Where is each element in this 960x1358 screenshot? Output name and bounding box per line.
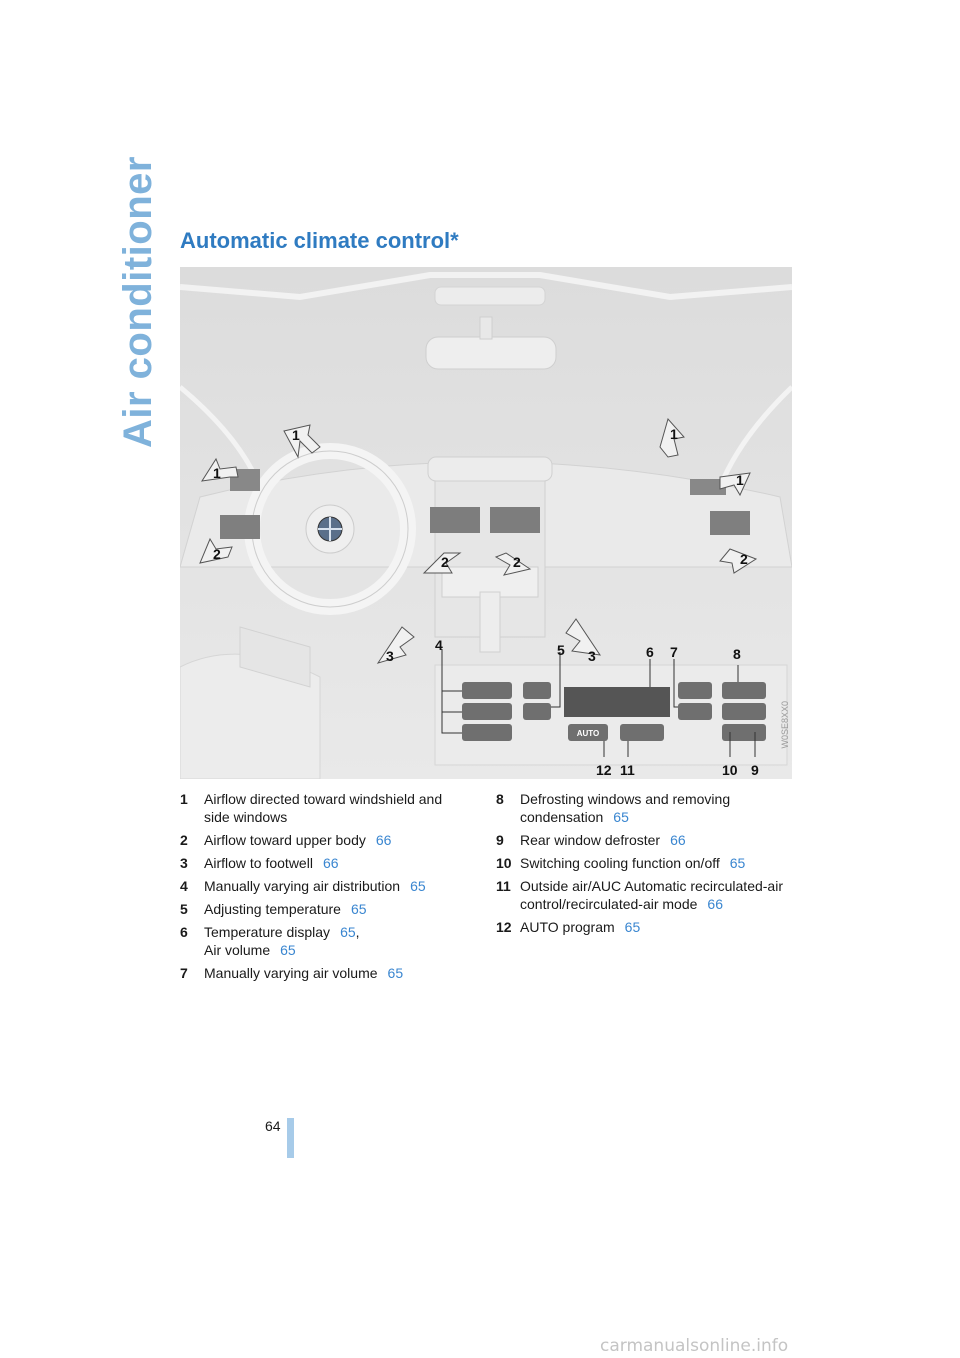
callout-9: 9 [751,762,759,778]
legend-text: Airflow to footwell [204,855,313,871]
callout-4: 4 [435,637,443,653]
legend-text-line2 [204,941,470,959]
callout-6: 6 [646,644,654,660]
legend-item [496,877,792,913]
legend-text: Airflow toward upper body [204,832,366,848]
legend-text-line2-label: Air volume [204,942,271,958]
legend-item [180,923,470,959]
legend-item [180,854,470,872]
legend-right-column [496,790,792,941]
callout-3a: 3 [386,648,394,664]
site-watermark: carmanualsonline.info [600,1336,789,1356]
page-number: 64 [265,1118,281,1134]
page-ref-link[interactable]: 65 [280,942,296,958]
callout-11: 11 [620,762,635,778]
legend-text: AUTO program [520,919,615,935]
legend-number: 4 [180,878,188,894]
legend-text-line2 [520,808,792,826]
legend-text: Outside air/AUC Automatic recirculated-air [520,878,783,894]
legend-text: Manually varying air volume [204,965,378,981]
page-ref-link[interactable]: 65 [410,878,426,894]
section-title: Automatic climate control* [180,228,459,253]
figure-code: W0SE8XX0 [780,701,790,749]
legend-text-line2: side windows [204,809,288,825]
legend-number: 6 [180,924,188,940]
chapter-label: Air conditioner [116,156,160,448]
legend-item [496,831,792,849]
page-ref-link[interactable]: 65 [340,924,356,940]
legend-number: 12 [496,919,512,935]
legend-number: 2 [180,832,188,848]
legend-text: Manually varying air distribution [204,878,401,894]
callout-10: 10 [722,762,738,778]
legend-text-line2-label: condensation [520,809,604,825]
page-ref-link[interactable]: 65 [729,855,746,871]
legend-item [180,790,470,826]
callout-1c: 1 [670,426,678,442]
legend-item [496,918,792,936]
legend-item [180,900,470,918]
legend-number: 8 [496,791,504,807]
chapter-side-tab [112,156,160,450]
callout-2b: 2 [441,554,449,570]
legend-text: Temperature display [204,924,331,940]
page-ref-link[interactable]: 66 [322,855,339,871]
dashboard-illustration [180,267,792,779]
legend-text-line2-label: control/recirculated-air mode [520,896,698,912]
callout-12: 12 [596,762,612,778]
legend-text: Defrosting windows and removing [520,791,731,807]
legend-number: 11 [496,878,511,894]
legend-text: Rear window defroster [520,832,661,848]
callout-5: 5 [557,642,565,658]
panel-auto-label: AUTO [576,729,600,738]
callout-8: 8 [733,646,741,662]
page-ref-link[interactable]: 66 [707,896,723,912]
page-ref-link[interactable]: 65 [387,965,404,981]
page-ref-link[interactable]: 66 [375,832,392,848]
callout-2c: 2 [513,554,521,570]
legend-item [496,790,792,826]
legend-number: 9 [496,832,504,848]
callout-1a: 1 [292,427,300,443]
legend-number: 1 [180,791,188,807]
page-ref-link[interactable]: 65 [624,919,641,935]
legend-item [180,964,470,982]
legend-left-column [180,790,470,987]
legend-text-line2 [520,895,792,913]
page-ref-link[interactable]: 65 [350,901,367,917]
page-marker-bar [287,1118,294,1158]
legend-text: Switching cooling function on/off [520,855,720,871]
legend-number: 10 [496,855,512,871]
callout-7: 7 [670,644,678,660]
dashboard-drawing [180,267,792,779]
legend-number: 5 [180,901,188,917]
callout-1b: 1 [213,465,221,481]
legend-number: 3 [180,855,188,871]
legend-text: Adjusting temperature [204,901,341,917]
legend-item [496,854,792,872]
legend-text: Airflow directed toward windshield and [204,791,443,807]
legend-item [180,877,470,895]
legend-item [180,831,470,849]
callout-2a: 2 [213,546,221,562]
page-ref-link[interactable]: 65 [613,809,629,825]
legend-suffix: , [355,924,360,940]
page-ref-link[interactable]: 66 [670,832,686,848]
legend-number: 7 [180,965,188,981]
callout-3b: 3 [588,648,596,664]
callout-1d: 1 [736,472,744,488]
callout-2d: 2 [740,551,748,567]
